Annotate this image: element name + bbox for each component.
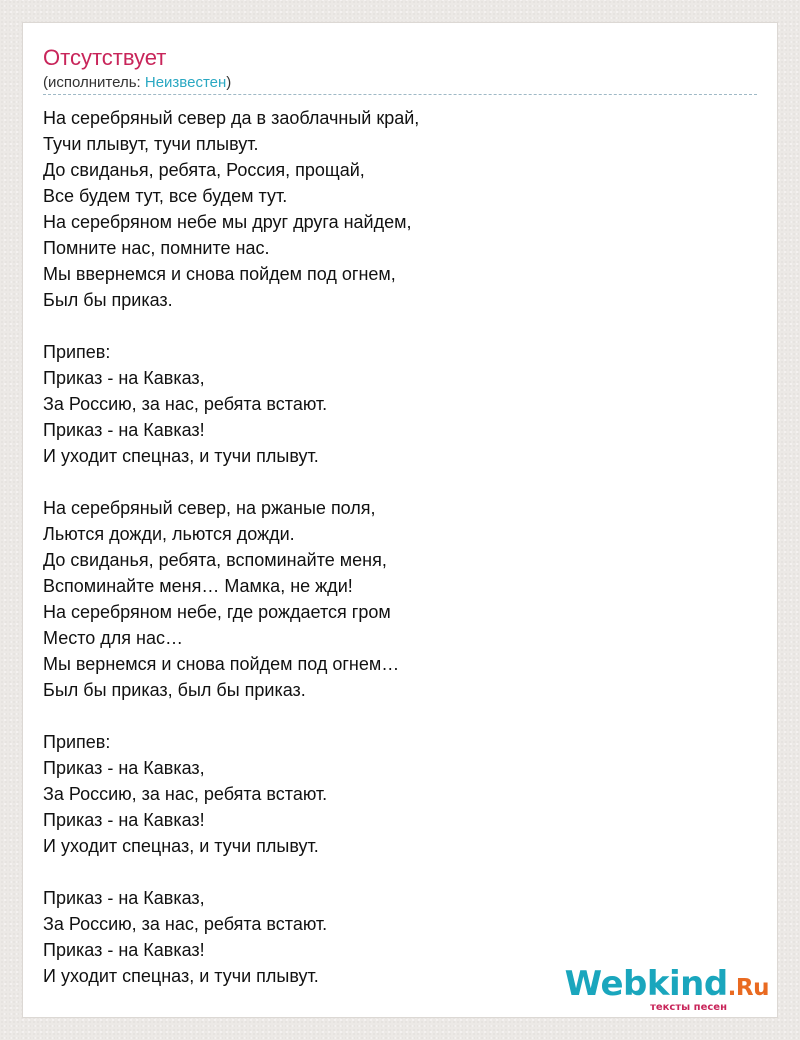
- logo-tld: .Ru: [727, 975, 769, 1001]
- logo-tagline: тексты песен: [650, 1002, 727, 1013]
- divider: [43, 94, 757, 95]
- song-title: Отсутствует: [43, 45, 167, 70]
- performer-prefix: (исполнитель:: [43, 74, 145, 91]
- performer-suffix: ): [226, 74, 232, 91]
- logo-name: Webkind: [564, 964, 728, 1004]
- performer-link[interactable]: Неизвестен: [144, 74, 227, 91]
- lyrics-text: На серебряный север да в заоблачный край, Тучи плывут, тучи плывут. До свиданья, ребята, Россия, прощай, Все будем тут, все будем тут. На серебряном небе мы друг друга найдем, Помните нас, помните нас. Мы ввернемся и снова пойдем под огнем, Был бы приказ. Припев: Приказ - на Кавказ, За Россию, за нас, ребята встают. Приказ - на Кавказ! И уходит спецназ, и тучи плывут. На серебряный север, на ржаные поля, Льются дожди, льются дожди. До свиданья, ребята, вспоминайте меня, Вспоминайте меня… Мамка, не жди! На серебряном небе, где рождается гром Место для нас… Мы вернемся и снова пойдем под огнем… Был бы приказ, был бы приказ. Припев: Приказ - на Кавказ, За Россию, за нас, ребята встают. Приказ - на Кавказ! И уходит спецназ, и тучи плывут. Приказ - на Кавказ, За Россию, за нас, ребята встают. Приказ - на Кавказ! И уходит спецназ, и тучи плывут.: [43, 108, 420, 986]
- logo-wordmark: [565, 966, 769, 1006]
- performer-line: [43, 74, 231, 92]
- lyrics-card: [22, 22, 778, 1018]
- site-logo[interactable]: [565, 966, 769, 1013]
